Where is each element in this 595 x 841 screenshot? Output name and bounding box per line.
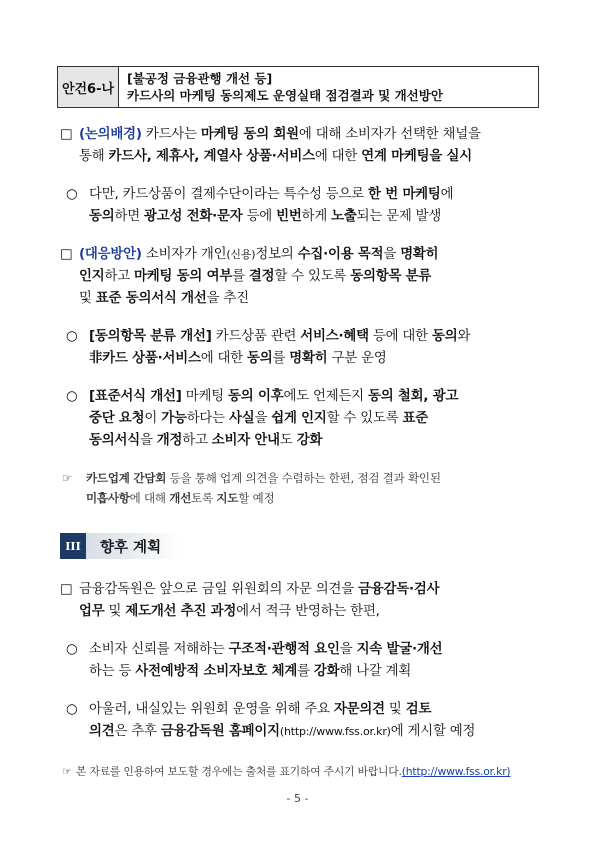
circle-bullet: ○ bbox=[66, 702, 78, 717]
pointing-hand-icon: ☞ bbox=[62, 471, 73, 485]
agenda-title bbox=[119, 67, 443, 107]
paragraph-website-line2: 의견은 추후 금융감독원 홈페이지(http://www.fss.or.kr)에 게시할 예정 bbox=[89, 724, 476, 739]
paragraph-form-line2: 중단 요청이 가능하다는 사실을 쉽게 인지할 수 있도록 표준 bbox=[89, 411, 428, 426]
circle-bullet: ○ bbox=[66, 329, 78, 344]
paragraph-issue-line2: 동의하면 광고성 전화·문자 등에 빈번하게 노출되는 문제 발생 bbox=[89, 209, 442, 224]
square-bullet: □ bbox=[60, 127, 73, 142]
paragraph-form-line1: [표준서식 개선] 마케팅 동의 이후에도 언제든지 동의 철회, 광고 bbox=[89, 389, 459, 404]
agenda-title-line2: 카드사의 마케팅 동의제도 운영실태 점검결과 및 개선방안 bbox=[127, 88, 443, 103]
paragraph-form-line3: 동의서식을 개정하고 소비자 안내도 강화 bbox=[89, 433, 323, 448]
paragraph-background-line2: 통해 카드사, 제휴사, 계열사 상품·서비스에 대한 연계 마케팅을 실시 bbox=[79, 149, 473, 164]
note-industry-line2: 미흡사항에 대해 개선토록 지도할 예정 bbox=[86, 491, 275, 505]
page-number: - 5 - bbox=[286, 792, 309, 805]
paragraph-response-line1: (대응방안) 소비자가 개인(신용)정보의 수집·이용 목적을 명확히 bbox=[79, 247, 439, 262]
paragraph-response-line2: 인지하고 마케팅 동의 여부를 결정할 수 있도록 동의항목 분류 bbox=[79, 269, 432, 284]
paragraph-plan-line1: 금융감독원은 앞으로 금일 위원회의 자문 의견을 금융감독·검사 bbox=[79, 582, 440, 597]
paragraph-plan-line2: 업무 및 제도개선 추진 과정에서 적극 반영하는 한편, bbox=[79, 604, 380, 619]
fss-website-link[interactable]: (http://www.fss.or.kr) bbox=[401, 765, 511, 778]
paragraph-trust-line1: 소비자 신뢰를 저해하는 구조적·관행적 요인을 지속 발굴·개선 bbox=[89, 642, 443, 657]
section-heading bbox=[60, 533, 180, 559]
agenda-header-box bbox=[57, 66, 539, 108]
note-industry-line1: 카드업계 간담회 등을 통해 업계 의견을 수렴하는 한편, 점검 결과 확인된 bbox=[86, 471, 441, 485]
paragraph-trust-line2: 하는 등 사전예방적 소비자보호 체계를 강화해 나갈 계획 bbox=[89, 664, 412, 679]
citation-note: 본 자료를 인용하여 보도할 경우에는 출처를 표기하여 주시기 바랍니다.(http://www.fss.or.kr) bbox=[76, 765, 511, 778]
agenda-tag: 안건6-나 bbox=[58, 67, 119, 107]
circle-bullet: ○ bbox=[66, 389, 78, 404]
square-bullet: □ bbox=[60, 247, 73, 262]
section-number: III bbox=[60, 533, 86, 559]
paragraph-classification-line2: 非카드 상품·서비스에 대한 동의를 명확히 구분 운영 bbox=[89, 351, 387, 366]
paragraph-background-line1: (논의배경) 카드사는 마케팅 동의 회원에 대해 소비자가 선택한 채널을 bbox=[79, 127, 481, 142]
paragraph-website-line1: 아울러, 내실있는 위원회 운영을 위해 주요 자문의견 및 검토 bbox=[89, 702, 432, 717]
paragraph-issue-line1: 다만, 카드상품이 결제수단이라는 특수성 등으로 한 번 마케팅에 bbox=[89, 187, 454, 202]
circle-bullet: ○ bbox=[66, 187, 78, 202]
section-title: 향후 계획 bbox=[100, 539, 162, 556]
circle-bullet: ○ bbox=[66, 642, 78, 657]
paragraph-response-line3: 및 표준 동의서식 개선을 추진 bbox=[79, 291, 249, 306]
pointing-hand-icon: ☞ bbox=[62, 765, 72, 778]
paragraph-classification-line1: [동의항목 분류 개선] 카드상품 관련 서비스·혜택 등에 대한 동의와 bbox=[89, 329, 471, 344]
square-bullet: □ bbox=[60, 582, 73, 597]
agenda-title-line1: [불공정 금융관행 개선 등] bbox=[127, 71, 273, 86]
